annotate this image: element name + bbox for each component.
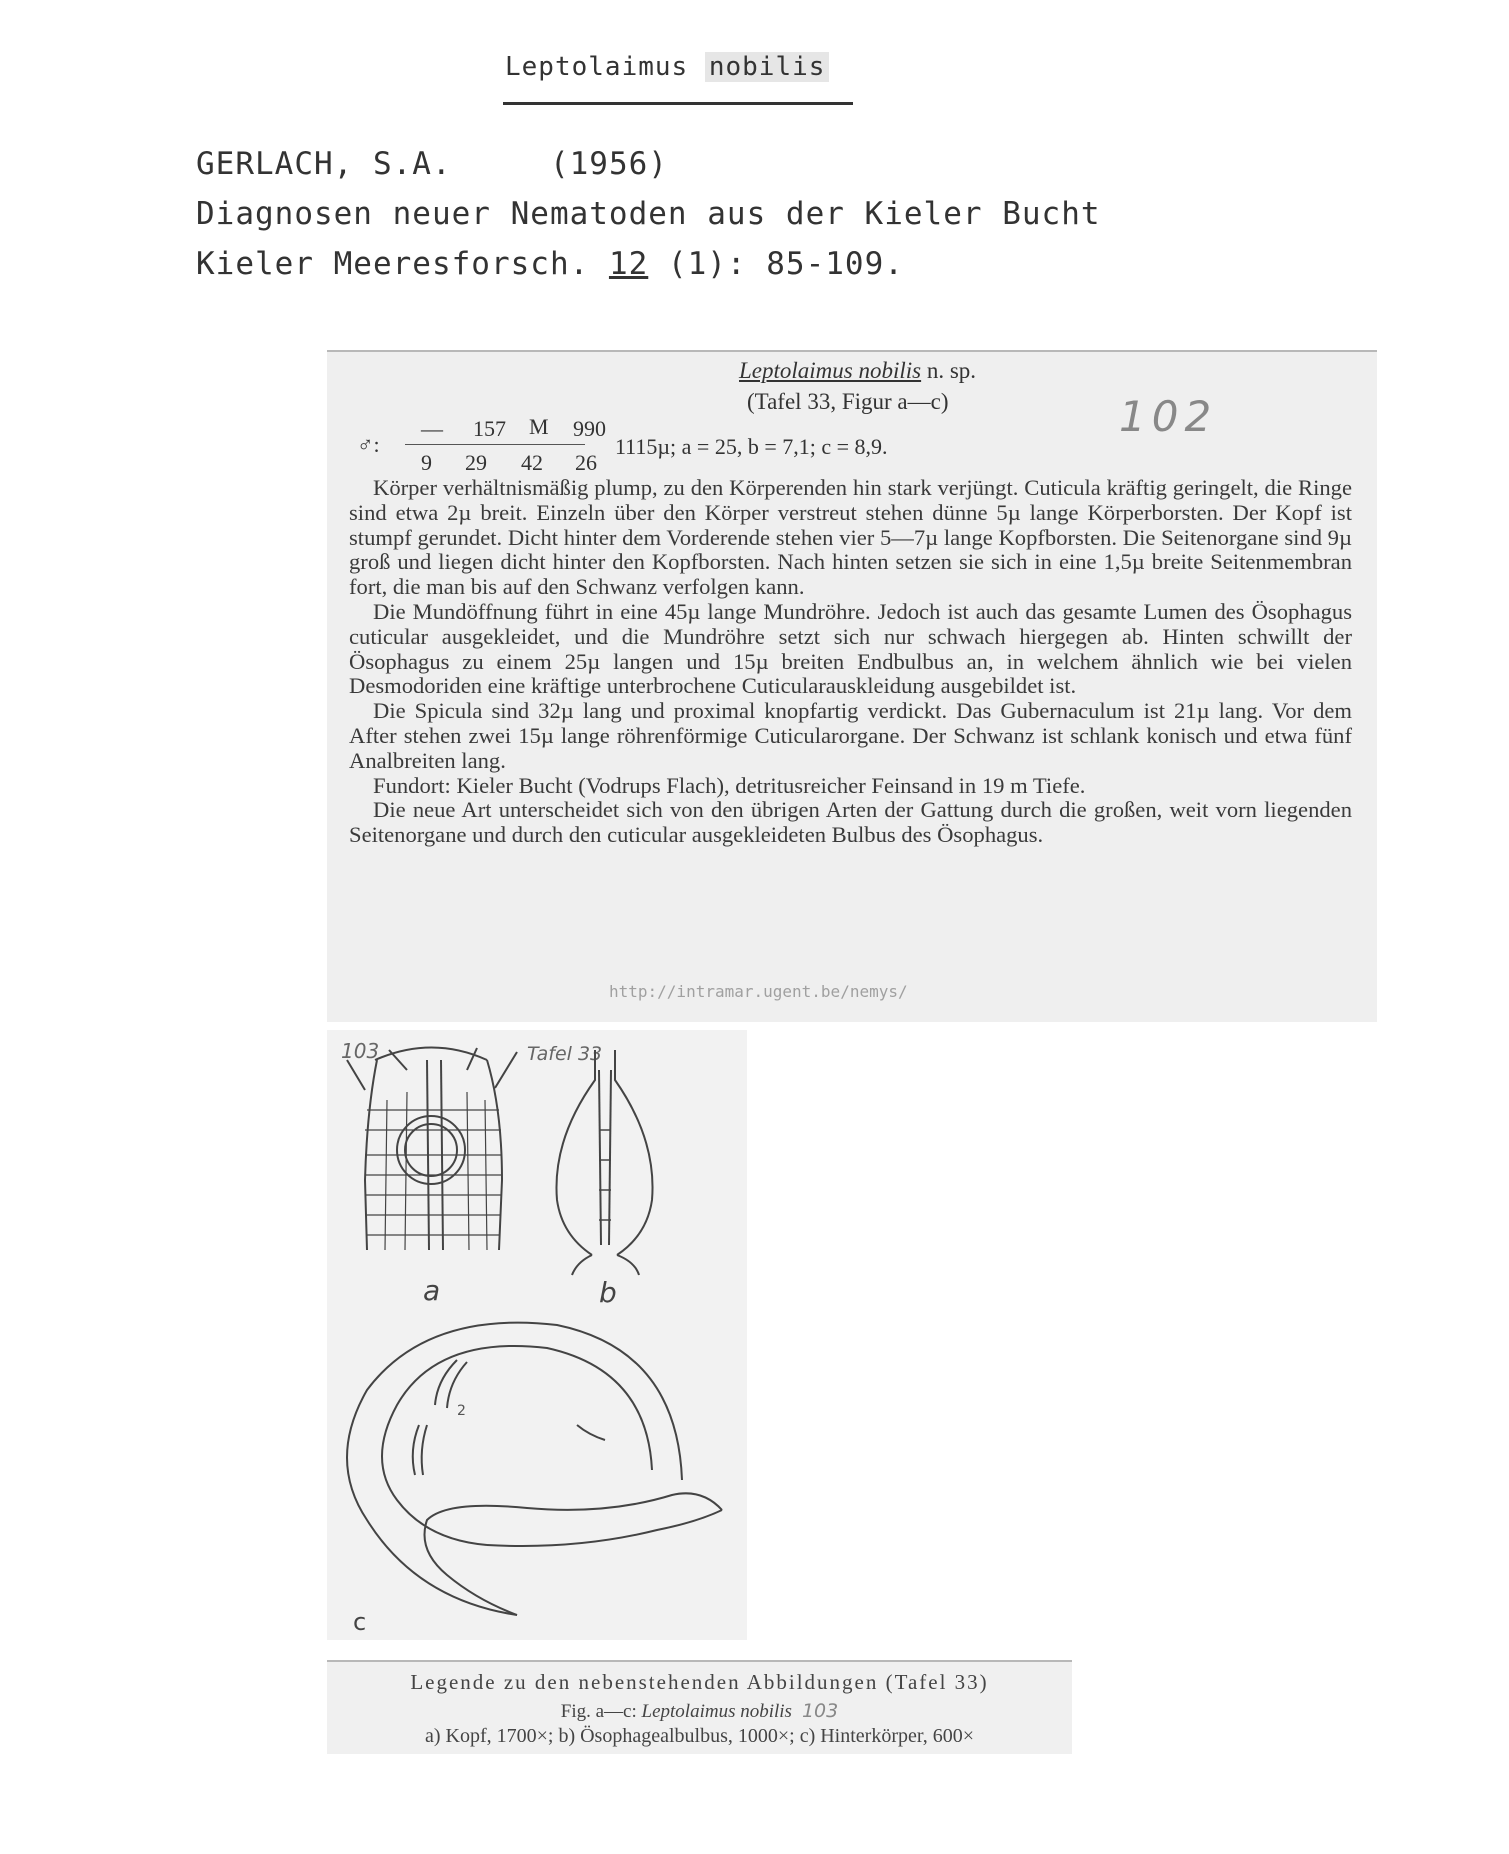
- formula-top-3: M: [529, 414, 549, 439]
- formula-top-2: 157: [473, 416, 506, 441]
- formula-bottom-2: 29: [465, 450, 487, 475]
- title-species: nobilis: [705, 52, 830, 82]
- paragraph-mouth: Die Mundöffnung führt in eine 45µ lange Mundröhre. Jedoch ist auch das gesamte Lumen des Ösophagus cuticular ausgekleidet, und die Mundröhre setzt sich nur schwach hiergegen ab. Hinten schwillt der Ösophagus zu einem 25µ langen und 15µ breiten Endbulbus an, in welchem ähnlich wie bei vielen Desmodoriden eine kräftige unterbrochene Cuticularauskleidung ausgebildet ist.: [349, 598, 1352, 699]
- paragraph-diagnosis: Die neue Art unterscheidet sich von den übrigen Arten der Gattung durch die großen, weit vorn liegenden Seitenorgane und durch den cuticular ausgekleideten Bulbus des Ösophagus.: [349, 797, 1352, 848]
- reference-author: GERLACH, S.A.: [196, 146, 452, 182]
- legend-fig-prefix: Fig. a—c:: [560, 1701, 642, 1722]
- tafel-note: Tafel 33: [527, 1043, 603, 1065]
- legend-title: Legende zu den nebenstehenden Abbildungen (Tafel 33): [410, 1670, 989, 1694]
- title-genus: Leptolaimus: [505, 52, 705, 82]
- formula-bottom-4: 26: [575, 450, 597, 475]
- formula-ratios: 1115µ; a = 25, b = 7,1; c = 8,9.: [615, 434, 888, 459]
- legend-handwritten-number: 103: [801, 1700, 839, 1722]
- page-title: [505, 52, 829, 82]
- formula-top-4: 990: [573, 416, 606, 441]
- reference-journal-line: [196, 246, 904, 282]
- figure-legend: [327, 1660, 1072, 1754]
- formula-top-1: —: [421, 416, 443, 441]
- reference-year: (1956): [549, 146, 668, 182]
- label-a: a: [423, 1274, 441, 1307]
- nematode-figure-plate: [327, 1030, 747, 1640]
- handwritten-page-number: 102: [1119, 392, 1218, 441]
- legend-parts: a) Kopf, 1700×; b) Ösophagealbulbus, 1000×; c) Hinterkörper, 600×: [424, 1725, 975, 1747]
- paragraph-spicula: Die Spicula sind 32µ lang und proximal knopfartig verdickt. Das Gubernaculum ist 21µ lang. Vor dem After stehen zwei 15µ lange röhrenförmige Cuticularorgane. Der Schwanz ist schlank konisch und etwa fünf Analbreiten lang.: [349, 698, 1352, 773]
- formula-bottom-3: 42: [521, 450, 543, 475]
- formula-fraction-line: [405, 444, 585, 445]
- species-heading: [739, 358, 976, 384]
- figure-a-head: [347, 1048, 517, 1251]
- title-underline: [503, 102, 853, 105]
- source-watermark: http://intramar.ugent.be/nemys/: [609, 982, 908, 1001]
- formula-bottom-1: 9: [421, 450, 432, 475]
- description-body: [349, 476, 1352, 848]
- figure-c-posterior: [347, 1323, 722, 1615]
- reference-title: Diagnosen neuer Nematoden aus der Kieler Bucht: [196, 196, 1101, 232]
- reference-issue-pages: (1): 85-109.: [648, 246, 904, 282]
- label-c: c: [353, 1608, 367, 1636]
- formula-sex: ♂:: [357, 432, 380, 457]
- nematode-drawings: [327, 1030, 747, 1640]
- paragraph-body: Körper verhältnismäßig plump, zu den Körperenden hin stark verjüngt. Cuticula kräftig geringelt, die Ringe sind etwa 2µ breit. Einzeln über den Körper verstreut stehen dünne 5µ lange Körperborsten. Der Kopf ist stumpf gerundet. Dicht hinter dem Vorderende stehen vier 5—7µ lange Kopfborsten. Die Seitenorgane sind 9µ groß und liegen dicht hinter den Kopfborsten. Nach hinten setzen sie sich in eine 1,5µ breite Seitenmembran fort, die man bis auf den Schwanz verfolgen kann.: [349, 475, 1352, 600]
- reference-volume: 12: [608, 246, 649, 282]
- species-name: Leptolaimus nobilis: [739, 358, 922, 383]
- description-clipping: [327, 350, 1377, 1022]
- paragraph-locality: Fundort: Kieler Bucht (Vodrups Flach), detritusreicher Feinsand in 19 m Tiefe.: [373, 772, 1086, 798]
- species-suffix: n. sp.: [921, 358, 977, 383]
- figure-b-bulbus: [556, 1050, 652, 1275]
- reference-author-line: [196, 146, 668, 182]
- reference-journal: Kieler Meeresforsch.: [196, 246, 609, 282]
- plate-reference: (Tafel 33, Figur a—c): [747, 389, 949, 414]
- figure-c-mark: 2: [457, 1403, 466, 1419]
- corner-number: 103: [341, 1039, 380, 1063]
- legend-figure-line: [327, 1700, 1072, 1723]
- legend-species: Leptolaimus nobilis: [641, 1701, 792, 1722]
- label-b: b: [599, 1276, 617, 1309]
